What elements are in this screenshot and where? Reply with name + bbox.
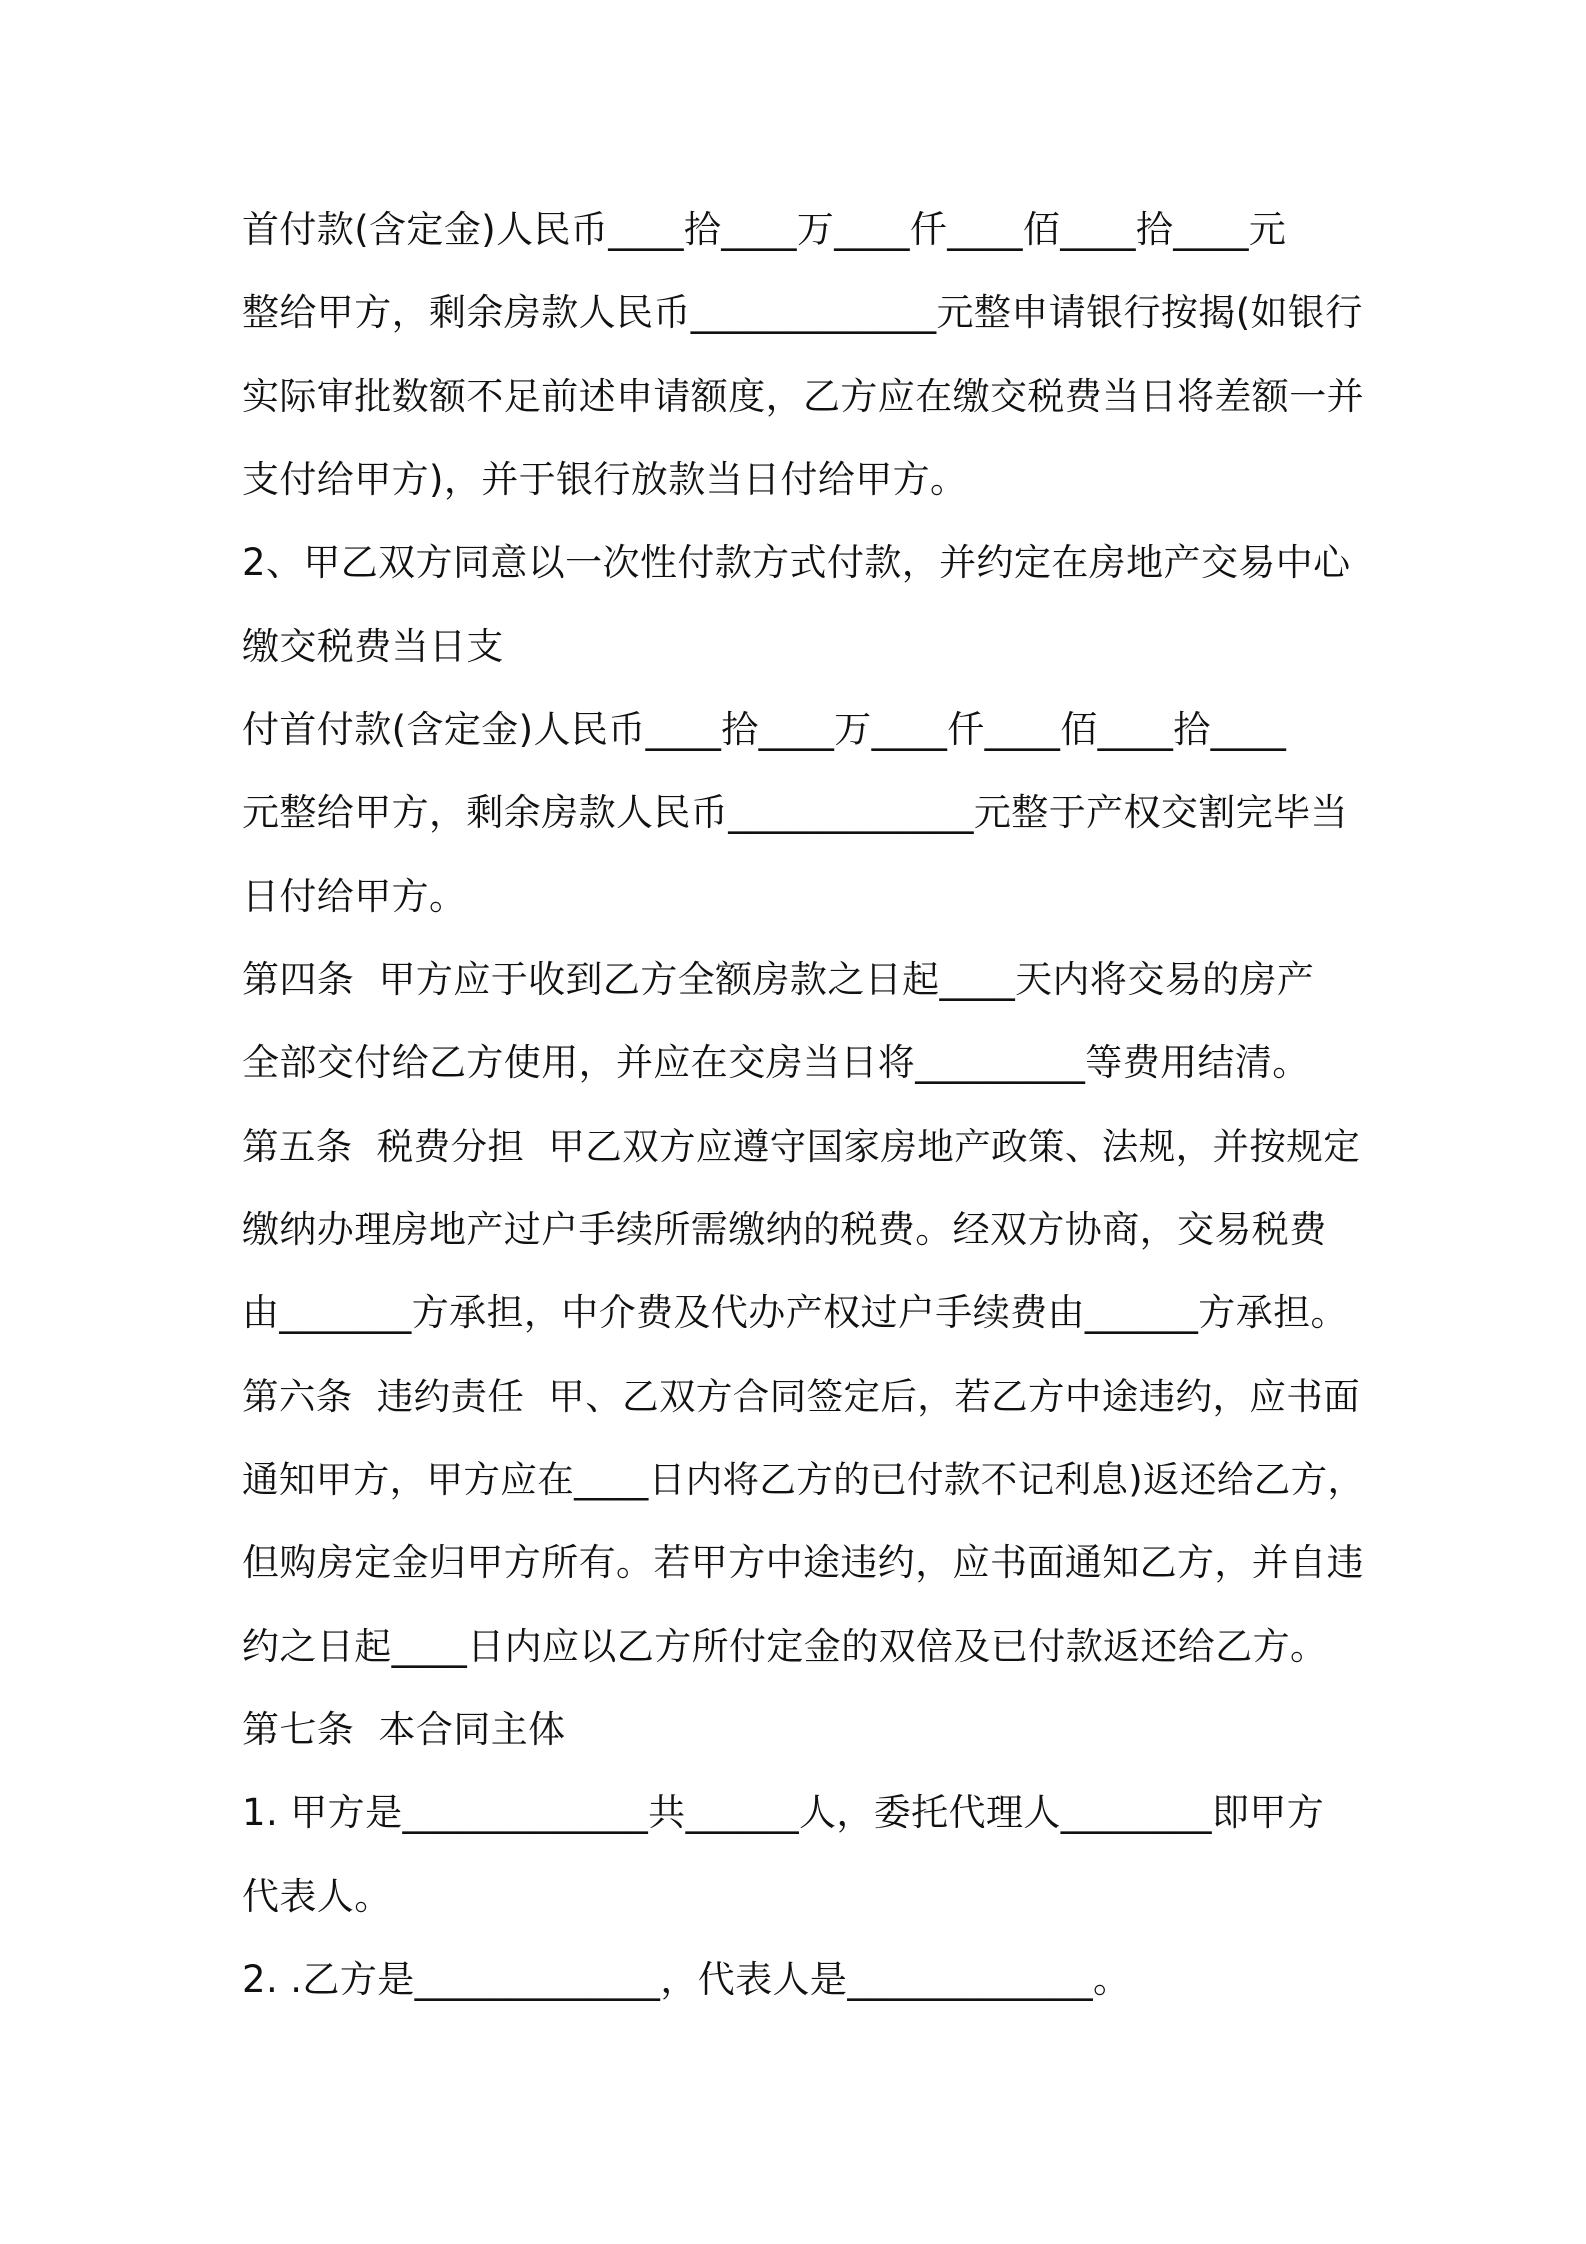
text-line-3: 实际审批数额不足前述申请额度，乙方应在缴交税费当日将差额一并 [242,375,1364,418]
text-line-12: 第五条 税费分担 甲乙双方应遵守国家房地产政策、法规，并按规定 [242,1125,1361,1168]
text-line-5: 2、甲乙双方同意以一次性付款方式付款，并约定在房地产交易中心 [242,541,1351,584]
text-line-11: 全部交付给乙方使用，并应在交房当日将_________等费用结清。 [242,1041,1310,1084]
text-line-14: 由_______方承担，中介费及代办产权过户手续费由______方承担。 [242,1291,1348,1334]
text-line-10: 第四条 甲方应于收到乙方全额房款之日起____天内将交易的房产 [242,958,1315,1001]
text-line-19: 第七条 本合同主体 [242,1708,566,1751]
text-line-13: 缴纳办理房地产过户手续所需缴纳的税费。经双方协商，交易税费 [242,1208,1327,1251]
text-line-21: 代表人。 [242,1875,392,1918]
text-line-20: 1. 甲方是_____________共______人，委托代理人________即甲方 [242,1791,1325,1834]
text-line-8: 元整给甲方，剩余房款人民币_____________元整于产权交割完毕当 [242,791,1348,834]
text-line-2: 整给甲方，剩余房款人民币_____________元整申请银行按揭(如银行 [242,291,1363,334]
text-line-22: 2. .乙方是_____________，代表人是_____________。 [242,1958,1131,2001]
text-line-17: 但购房定金归甲方所有。若甲方中途违约，应书面通知乙方，并自违 [242,1541,1364,1584]
text-line-4: 支付给甲方)，并于银行放款当日付给甲方。 [242,458,968,501]
text-line-16: 通知甲方，甲方应在____日内将乙方的已付款不记利息)返还给乙方， [242,1458,1365,1501]
text-line-6: 缴交税费当日支 [242,625,504,668]
text-line-9: 日付给甲方。 [242,875,467,918]
text-line-18: 约之日起____日内应以乙方所付定金的双倍及已付款返还给乙方。 [242,1625,1328,1668]
text-line-15: 第六条 违约责任 甲、乙双方合同签定后，若乙方中途违约，应书面 [242,1375,1361,1418]
text-line-1: 首付款(含定金)人民币____拾____万____仟____佰____拾____元 [242,208,1287,251]
text-line-7: 付首付款(含定金)人民币____拾____万____仟____佰____拾____ [242,708,1287,751]
